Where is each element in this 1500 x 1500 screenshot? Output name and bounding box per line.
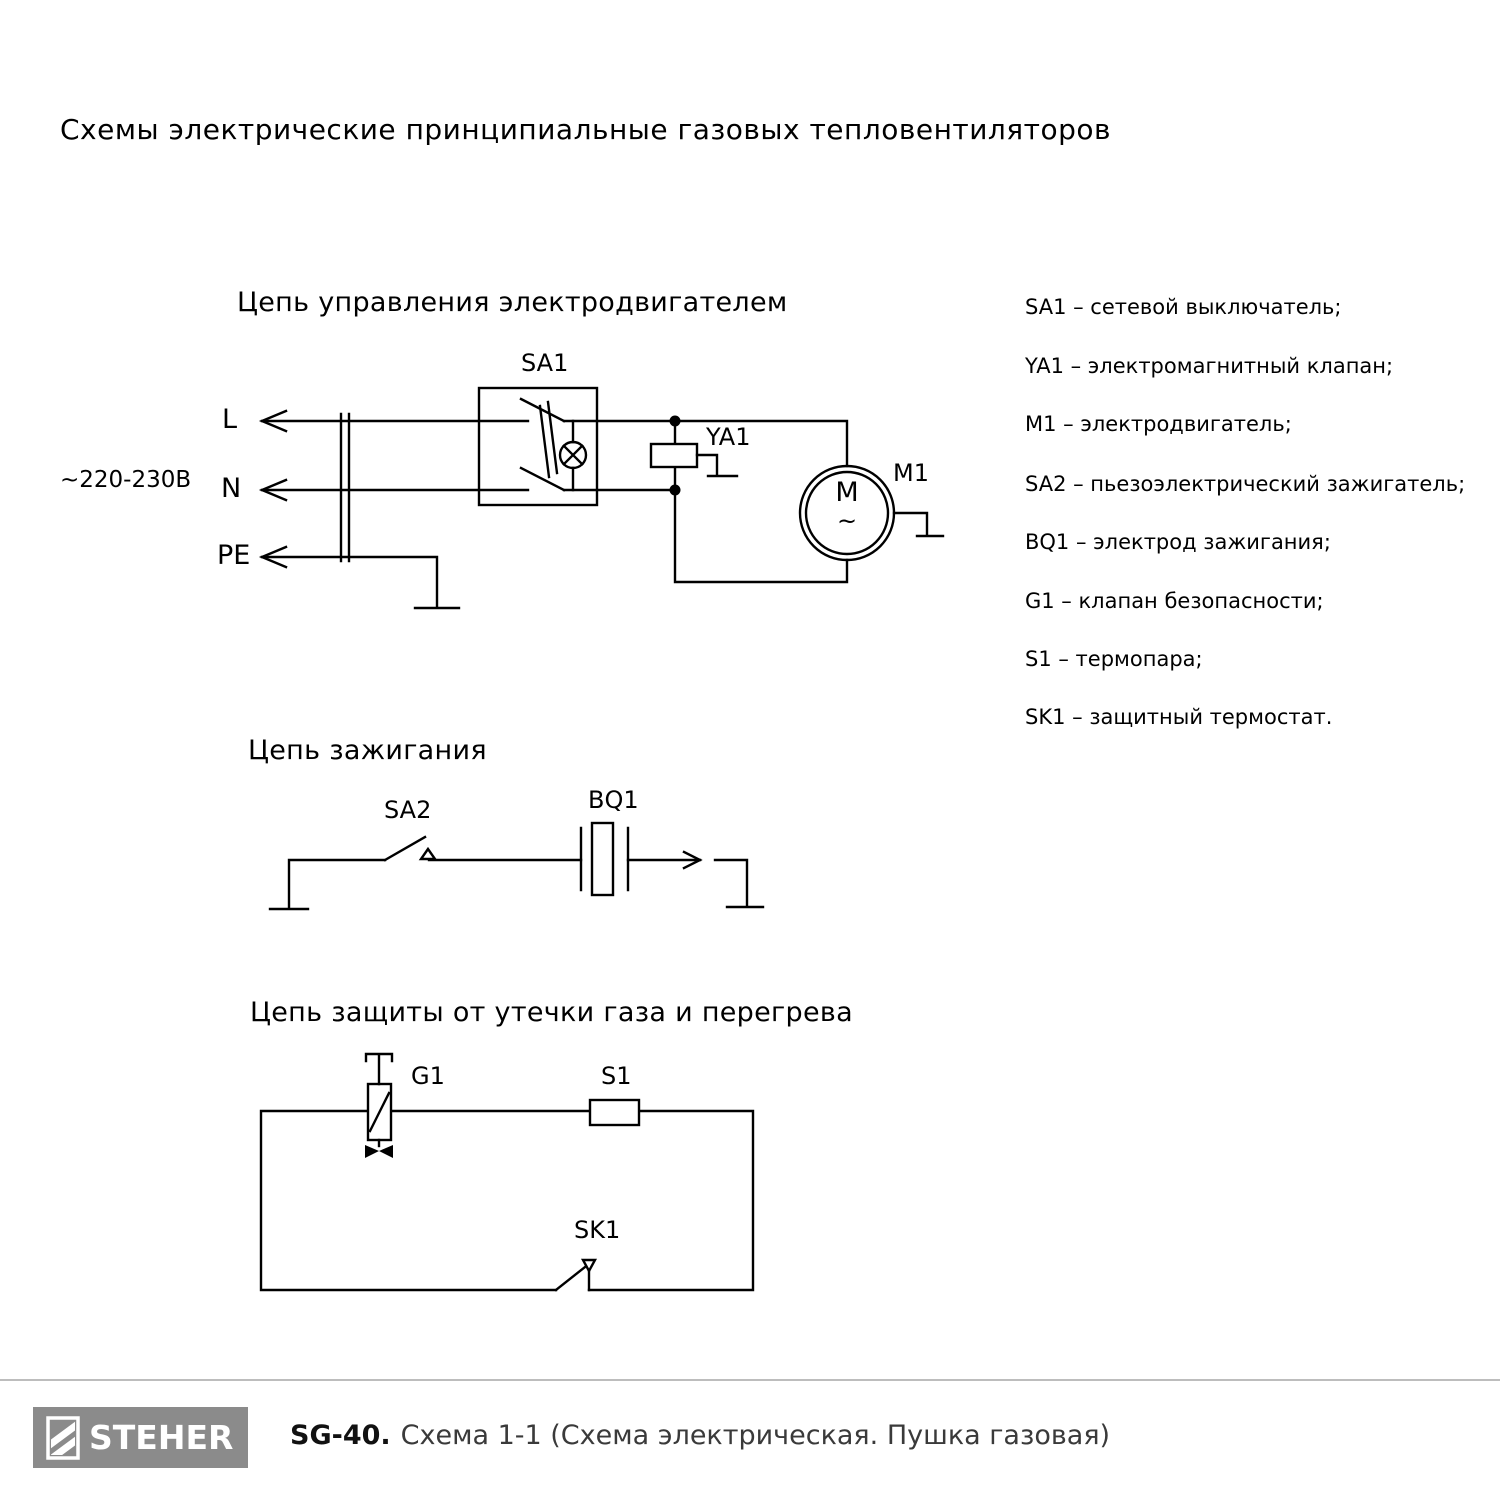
ya1-ground-icon: [697, 455, 737, 476]
legend-item-g1: G1 – клапан безопасности;: [1025, 589, 1324, 613]
steher-logo: [33, 1407, 248, 1468]
s1-thermocouple-body: [590, 1100, 639, 1125]
legend-item-m1: M1 – электродвигатель;: [1025, 412, 1292, 436]
pe-wire: [262, 557, 459, 608]
motor-ground-icon: [894, 513, 943, 536]
legend-item-bq1: BQ1 – электрод зажигания;: [1025, 530, 1331, 554]
sa1-link: [540, 402, 557, 477]
sa2-blade: [385, 837, 425, 860]
sa1-blades: [521, 399, 564, 490]
legend-item-sa1: SA1 – сетевой выключатель;: [1025, 295, 1342, 319]
sa2-label: SA2: [384, 796, 432, 824]
sa1-label: SA1: [521, 349, 569, 377]
sk1-contact-icon: [583, 1260, 595, 1271]
footer-caption: Схема 1-1 (Схема электрическая. Пушка газовая): [400, 1420, 1111, 1451]
terminal-pe-label: PE: [217, 540, 251, 571]
cable-marker: [341, 414, 349, 561]
footer-divider: [0, 1379, 1500, 1381]
motor-bottom-wire: [675, 490, 847, 582]
bq1-piezo-body: [592, 823, 613, 895]
footer-caption-line: [290, 1420, 1110, 1451]
protection-loop: [261, 1111, 753, 1290]
voltage-label: ~220-230В: [60, 467, 192, 493]
left-ground-icon: [270, 860, 385, 909]
protection-title: Цепь защиты от утечки газа и перегрева: [250, 997, 853, 1028]
protection-circuit-drawing: [261, 1054, 753, 1290]
ya1-coil: [651, 444, 697, 467]
motor-top-wire: [675, 421, 847, 466]
sk1-label: SK1: [574, 1216, 621, 1244]
m1-label: M1: [893, 459, 929, 487]
sk1-blade: [556, 1267, 585, 1290]
legend-item-s1: S1 – термопара;: [1025, 647, 1203, 671]
page-title: Схемы электрические принципиальные газовых тепловентиляторов: [60, 113, 1111, 146]
steher-logo-icon: [46, 1416, 80, 1460]
ignition-circuit-drawing: [270, 823, 763, 909]
footer-model: SG-40.: [290, 1420, 391, 1451]
g1-gas-valve-icon: [379, 1145, 393, 1158]
steher-logo-text: STEHER: [89, 1418, 234, 1457]
bq1-label: BQ1: [588, 786, 639, 814]
electrode-ground-icon: [715, 860, 763, 907]
motor-letter: M: [835, 477, 859, 508]
terminal-n-label: N: [221, 473, 242, 504]
sa2-contact-icon: [421, 849, 435, 859]
g1-label: G1: [411, 1062, 445, 1090]
s1-label: S1: [601, 1062, 632, 1090]
legend-item-ya1: YA1 – электромагнитный клапан;: [1025, 354, 1394, 378]
g1-gas-valve-icon: [365, 1145, 379, 1158]
ya1-label: YA1: [706, 423, 751, 451]
legend-item-sk1: SK1 – защитный термостат.: [1025, 705, 1333, 729]
ignition-title: Цепь зажигания: [248, 735, 487, 766]
motor-control-title: Цепь управления электродвигателем: [237, 287, 788, 318]
motor-wave: ~: [836, 507, 858, 535]
g1-thermo-input-icon: [366, 1054, 392, 1084]
legend-item-sa2: SA2 – пьезоэлектрический зажигатель;: [1025, 472, 1466, 496]
terminal-l-label: L: [222, 404, 238, 435]
